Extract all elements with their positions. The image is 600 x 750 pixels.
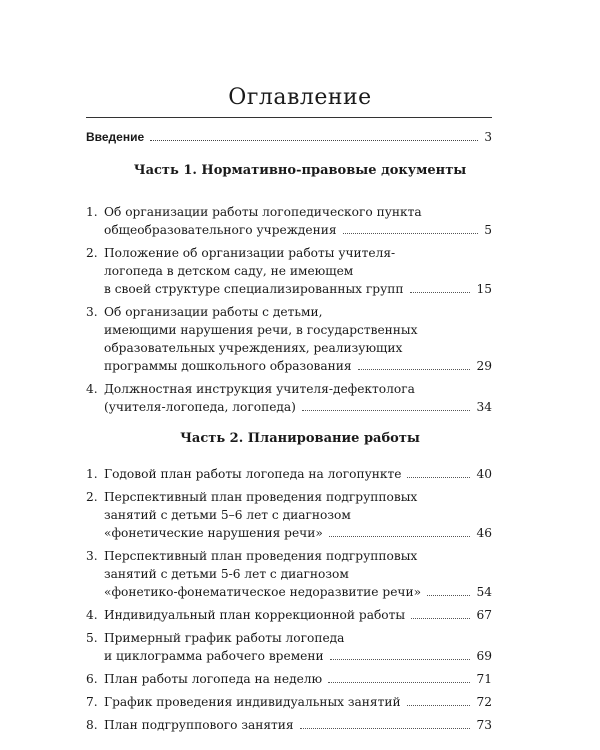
page-title: Оглавление [228, 85, 372, 110]
toc-entry-number: 8. [86, 718, 98, 732]
toc-entry-text [104, 606, 492, 624]
toc-entry-line: общеобразовательного учреждения [104, 223, 337, 237]
toc-entry-last-line [104, 693, 492, 711]
toc-entry-line: (учителя-логопеда, логопеда) [104, 400, 296, 414]
toc-entry-number: 5. [86, 631, 98, 645]
toc-entry-line: занятий с детьми 5–6 лет с диагнозом [104, 508, 351, 522]
toc-entry[interactable] [86, 465, 492, 483]
dot-leader [150, 140, 478, 141]
part-2-list [86, 465, 492, 739]
toc-entry-number: 3. [86, 305, 98, 319]
toc-entry[interactable] [86, 716, 492, 734]
dot-leader [407, 477, 470, 478]
dot-leader [302, 410, 471, 411]
dot-leader [427, 595, 470, 596]
toc-entry-text [104, 488, 492, 542]
toc-page-number: 34 [476, 400, 492, 414]
dot-leader [407, 705, 471, 706]
part-1-heading: Часть 1. Нормативно-правовые документы [133, 163, 467, 178]
toc-entry[interactable] [86, 380, 492, 416]
toc-entry-number: 4. [86, 382, 98, 396]
toc-page-number: 69 [476, 649, 492, 663]
toc-entry-line: План подгруппового занятия [104, 718, 294, 732]
toc-entry-last-line [104, 583, 492, 601]
toc-entry-number: 2. [86, 490, 98, 504]
toc-entry-last-line [104, 357, 492, 375]
toc-entry-last-line [104, 221, 492, 239]
part-2-heading: Часть 2. Планирование работы [180, 431, 420, 446]
dot-leader [358, 369, 471, 370]
toc-entry-line: имеющими нарушения речи, в государственных [104, 323, 418, 337]
toc-entry-last-line [104, 606, 492, 624]
toc-entry[interactable] [86, 203, 492, 239]
dot-leader [328, 682, 470, 683]
toc-entry-text [104, 716, 492, 734]
toc-entry-line: Годовой план работы логопеда на логопункте [104, 467, 402, 481]
toc-entry-line: в своей структуре специализированных групп [104, 282, 404, 296]
toc-entry-line: План работы логопеда на неделю [104, 672, 323, 686]
toc-entry-text [104, 380, 492, 416]
toc-entry[interactable] [86, 303, 492, 375]
toc-entry-line: Об организации работы с детьми, [104, 305, 323, 319]
toc-entry[interactable] [86, 693, 492, 711]
toc-entry-line: логопеда в детском саду, не имеющем [104, 264, 354, 278]
toc-entry-last-line [104, 716, 492, 734]
toc-entry-line: программы дошкольного образования [104, 359, 352, 373]
dot-leader [411, 618, 470, 619]
toc-entry-last-line [104, 647, 492, 665]
toc-entry[interactable] [86, 670, 492, 688]
toc-entry-line: «фонетические нарушения речи» [104, 526, 323, 540]
dot-leader [300, 728, 471, 729]
toc-page-number: 40 [476, 467, 492, 481]
toc-entry-line: «фонетико-фонематическое недоразвитие речи» [104, 585, 422, 599]
dot-leader [343, 233, 479, 234]
toc-entry-number: 1. [86, 205, 98, 219]
toc-entry-text [104, 244, 492, 298]
toc-entry[interactable] [86, 244, 492, 298]
toc-entry-line: и циклограмма рабочего времени [104, 649, 324, 663]
toc-entry-last-line [104, 398, 492, 416]
toc-entry-line: образовательных учреждениях, реализующих [104, 341, 403, 355]
toc-page-number: 3 [484, 130, 492, 144]
toc-entry-number: 2. [86, 246, 98, 260]
toc-entry-text [104, 547, 492, 601]
toc-entry-text [104, 303, 492, 375]
toc-entry-last-line [104, 280, 492, 298]
toc-entry-line: Индивидуальный план коррекционной работы [104, 608, 406, 622]
part-1-list [86, 203, 492, 421]
toc-entry-line: Примерный график работы логопеда [104, 631, 345, 645]
toc-entry-line: занятий с детьми 5-6 лет с диагнозом [104, 567, 349, 581]
toc-entry[interactable] [86, 606, 492, 624]
toc-entry-last-line [104, 465, 492, 483]
toc-entry-line: График проведения индивидуальных занятий [104, 695, 401, 709]
toc-page-number: 5 [484, 223, 492, 237]
toc-entry[interactable] [86, 488, 492, 542]
toc-entry-line: Об организации работы логопедического пункта [104, 205, 422, 219]
toc-entry-label: Введение [86, 130, 145, 144]
toc-entry-line: Перспективный план проведения подгрупповых [104, 490, 418, 504]
toc-entry-text [104, 465, 492, 483]
toc-entry-number: 6. [86, 672, 98, 686]
toc-entry-number: 3. [86, 549, 98, 563]
toc-entry-number: 4. [86, 608, 98, 622]
toc-entry-text [104, 670, 492, 688]
toc-page-number: 29 [476, 359, 492, 373]
toc-entry-last-line [104, 524, 492, 542]
toc-page-number: 72 [476, 695, 492, 709]
title-rule [86, 117, 492, 118]
toc-entry-line: Должностная инструкция учителя-дефектолога [104, 382, 415, 396]
toc-page-number: 54 [476, 585, 492, 599]
toc-page-number: 73 [476, 718, 492, 732]
toc-page-number: 15 [476, 282, 492, 296]
toc-page-number: 46 [476, 526, 492, 540]
toc-entry-text [104, 693, 492, 711]
toc-entry-number: 7. [86, 695, 98, 709]
toc-entry-last-line [104, 670, 492, 688]
toc-entry-text [104, 203, 492, 239]
toc-entry[interactable] [86, 547, 492, 601]
toc-entry-number: 1. [86, 467, 98, 481]
dot-leader [330, 659, 471, 660]
toc-entry-line: Перспективный план проведения подгрупповых [104, 549, 418, 563]
toc-entry-line: Положение об организации работы учителя- [104, 246, 396, 260]
dot-leader [410, 292, 471, 293]
toc-entry[interactable] [86, 629, 492, 665]
toc-page-number: 71 [476, 672, 492, 686]
dot-leader [329, 536, 471, 537]
toc-entry-introduction[interactable] [86, 128, 492, 146]
toc-entry-text [104, 629, 492, 665]
toc-page-number: 67 [476, 608, 492, 622]
